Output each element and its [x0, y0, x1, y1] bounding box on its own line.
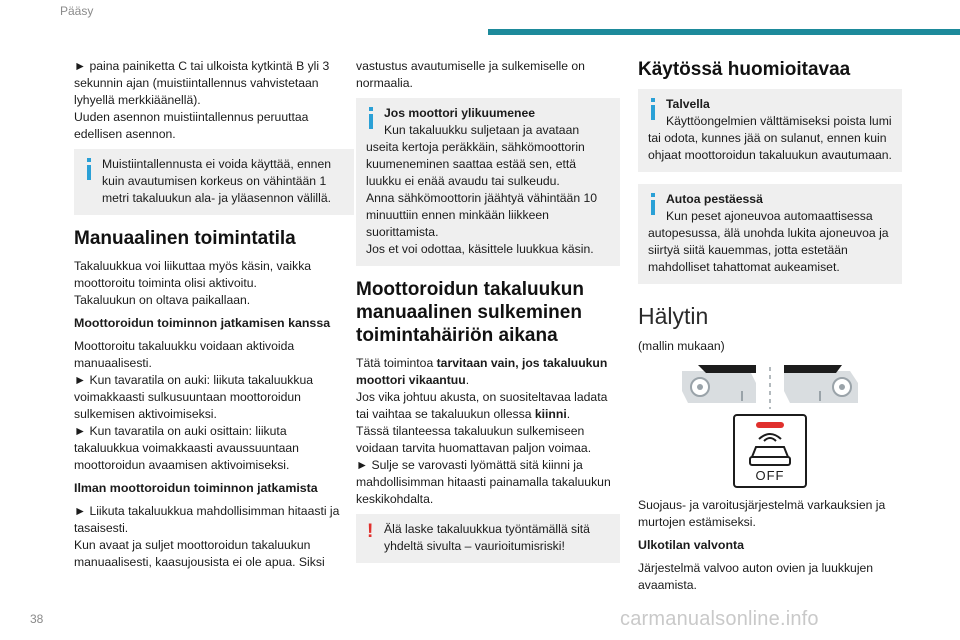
manual-closing-paragraph: Tätä toimintoa tarvitaan vain, jos takaluukun moottori vikaantuu. Jos vika johtuu akusta, on suositeltavaa ladata tai vaihtaa se takaluukun ollessa kiinni. Tässä tilanteessa takaluukun sulkemiseen voidaan tarvita huomattavan paljon voimaa. ► Sulje se varovasti lyömättä sitä kiinni ja mahdollisimman hitaasti painamalla takaluukun keskikohdalta.	[356, 356, 611, 506]
warning-note	[356, 514, 620, 563]
info-note-body: Kun takaluukku suljetaan ja avataan useita kertoja peräkkäin, sähkömoottorin kuumeneminen saattaa estää sen, että luukku ei enää avaudu tai sulkeudu. Anna sähkömoottorin jäähtyä vähintään 10 minuuttiin ennen minkään liikkeen suorittamista. Jos et voi odottaa, käsittele luukkua käsin.	[366, 123, 598, 256]
info-note-overheat	[356, 98, 620, 266]
alarm-figure	[638, 361, 902, 491]
column-3	[638, 58, 902, 600]
heading-usage-notes: Käytössä huomioitavaa	[638, 59, 851, 80]
alarm-illustration	[638, 361, 902, 491]
without-motor-paragraph: ► Liikuta takaluukkua mahdollisimman hitaasti ja tasaisesti. Kun avaat ja suljet moottoroidun takaluukun manuaalisesti, kaasujousista ei ole apua. Siksi	[74, 504, 340, 569]
exterior-paragraph: Järjestelmä valvoo auton ovien ja luukkujen avaamista.	[638, 561, 874, 592]
info-note-title: Talvella	[666, 97, 710, 111]
info-icon	[365, 107, 377, 129]
continued-paragraph: vastustus avautumiselle ja sulkemiselle on normaalia.	[356, 59, 585, 90]
info-note-body: Käyttöongelmien välttämiseksi poista lumi tai odota, kunnes jää on sulanut, ennen kuin ohjaat moottoroidun takaluukun avautumaan.	[648, 114, 892, 162]
heading-manual-mode: Manuaalinen toimintatila	[74, 228, 296, 249]
info-icon	[83, 158, 95, 180]
with-motor-paragraph: Moottoroitu takaluukku voidaan aktivoida manuaalisesti. ► Kun tavaratila on auki: liikuta takaluukkua voimakkaasti sulkusuuntaan moottoroidun sulkemisen aktivoimiseksi. ► Kun tavaratila on auki osittain: liikuta takaluukkua voimakkaasti avaussuuntaan moottoroidun avaamisen aktivoimiseksi.	[74, 339, 314, 472]
column-2	[356, 58, 620, 575]
intro-paragraph: ► paina painiketta C tai ulkoista kytkintä B yli 3 sekunnin ajan (muistiintallennus vahvistetaan lyhyellä merkkiäänellä). Uuden asennon muistiintallennus peruuttaa edellisen asennon.	[74, 59, 330, 141]
info-icon	[647, 193, 659, 215]
section-title: Pääsy	[60, 4, 94, 18]
alarm-led	[756, 422, 784, 428]
info-note-body: Kun peset ajoneuvoa automaattisessa autopesussa, älä unohda lukita ajoneuvoa ja siirtyä siitä kauemmas, jotta estetään mahdolliset tahattomat aukeamiset.	[648, 209, 889, 274]
info-note-washing	[638, 184, 902, 284]
off-label: OFF	[755, 468, 785, 483]
heading-alarm: Hälytin	[638, 303, 709, 329]
warning-icon: !	[367, 521, 374, 542]
column-1	[74, 58, 354, 577]
info-note-text: Muistiintallennusta ei voida käyttää, ennen kuin avautumisen korkeus on vähintään 1 metri takaluukun ala- ja yläasennon välillä.	[102, 157, 331, 205]
subheading-exterior: Ulkotilan valvonta	[638, 538, 745, 552]
model-note: (mallin mukaan)	[638, 339, 725, 353]
header-accent-bar	[488, 29, 960, 35]
subheading-with-motor: Moottoroidun toiminnon jatkamisen kanssa	[74, 316, 331, 330]
info-icon	[647, 98, 659, 120]
info-note-memory	[74, 149, 354, 215]
page-number: 38	[30, 612, 44, 626]
alarm-description: Suojaus- ja varoitusjärjestelmä varkauksien ja murtojen estämiseksi.	[638, 498, 886, 529]
info-note-winter	[638, 89, 902, 172]
info-note-title: Autoa pestäessä	[666, 192, 763, 206]
subheading-without-motor: Ilman moottoroidun toiminnon jatkamista	[74, 481, 318, 495]
info-note-title: Jos moottori ylikuumenee	[384, 106, 536, 120]
watermark-text: carmanualsonline.info	[620, 608, 819, 630]
warning-text: Älä laske takaluukkua työntämällä sitä yhdeltä sivulta – vaurioitumisriski!	[384, 522, 590, 553]
dashboard-right-icon	[784, 365, 858, 403]
heading-manual-closing: Moottoroidun takaluukun manuaalinen sulkeminen toimintahäiriön aikana	[356, 279, 584, 346]
dashboard-left-icon	[682, 365, 756, 403]
manual-mode-paragraph: Takaluukkua voi liikuttaa myös käsin, vaikka moottoroitu toiminta olisi aktivoitu. Takaluukun on oltava paikallaan.	[74, 259, 312, 307]
